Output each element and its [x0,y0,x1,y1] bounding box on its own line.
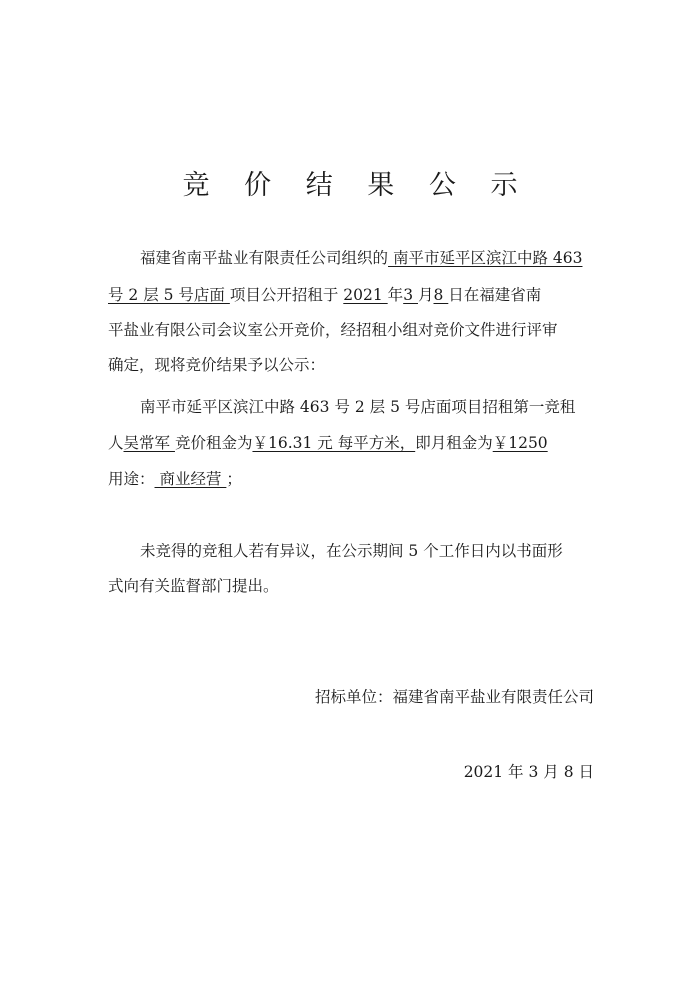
rent-label: 竞价租金为 [174,434,253,452]
paragraph-2-line-2 [108,431,548,455]
tender-year: 2021 [343,286,388,304]
paragraph-2-line-3 [108,467,242,491]
paragraph-3-line-2: 式向有关监督部门提出。 [108,577,279,595]
paragraph-1-line-2 [108,283,541,307]
winning-bidder: 吴常军 [123,434,175,452]
paragraph-1-line-4: 确定，现将竞价结果予以公示： [108,356,326,374]
location-text: 日在福建省南 [448,286,542,304]
property-unit: 号 2 层 5 号店面 [108,286,230,304]
property-address: 南平市延平区滨江中路 463 [388,249,583,267]
organizer-text: 福建省南平盐业有限责任公司组织的 [140,249,389,267]
rent-per-sqm: ￥16.31 元 每平方米， [252,434,416,452]
paragraph-1-line-3: 平盐业有限公司会议室公开竞价，经招租小组对竞价文件进行评审 [108,321,558,339]
tender-text: 项目公开招租于 [229,286,344,304]
paragraph-1-line-1 [140,246,582,270]
usage-end: ； [226,470,242,488]
usage-label: 用途： [108,470,155,488]
paragraph-2-line-1: 南平市延平区滨江中路 463 号 2 层 5 号店面项目招租第一竞租 [140,398,576,416]
paragraph-3-line-1: 未竞得的竞租人若有异议，在公示期间 5 个工作日内以书面形 [140,542,563,560]
tender-day: 8 [433,286,449,304]
signature: 招标单位：福建省南平盐业有限责任公司 [314,688,594,706]
date: 2021 年 3 月 8 日 [463,763,594,781]
year-label: 年 [387,286,404,304]
bidder-label: 人 [108,434,124,452]
monthly-rent: ￥1250 [492,434,548,452]
page-title: 竞 价 结 果 公 示 [182,170,531,201]
usage-value: 商业经营 [154,470,227,488]
monthly-rent-label: 即月租金为 [415,434,493,452]
month-label: 月 [417,286,434,304]
tender-month: 3 [403,286,418,304]
